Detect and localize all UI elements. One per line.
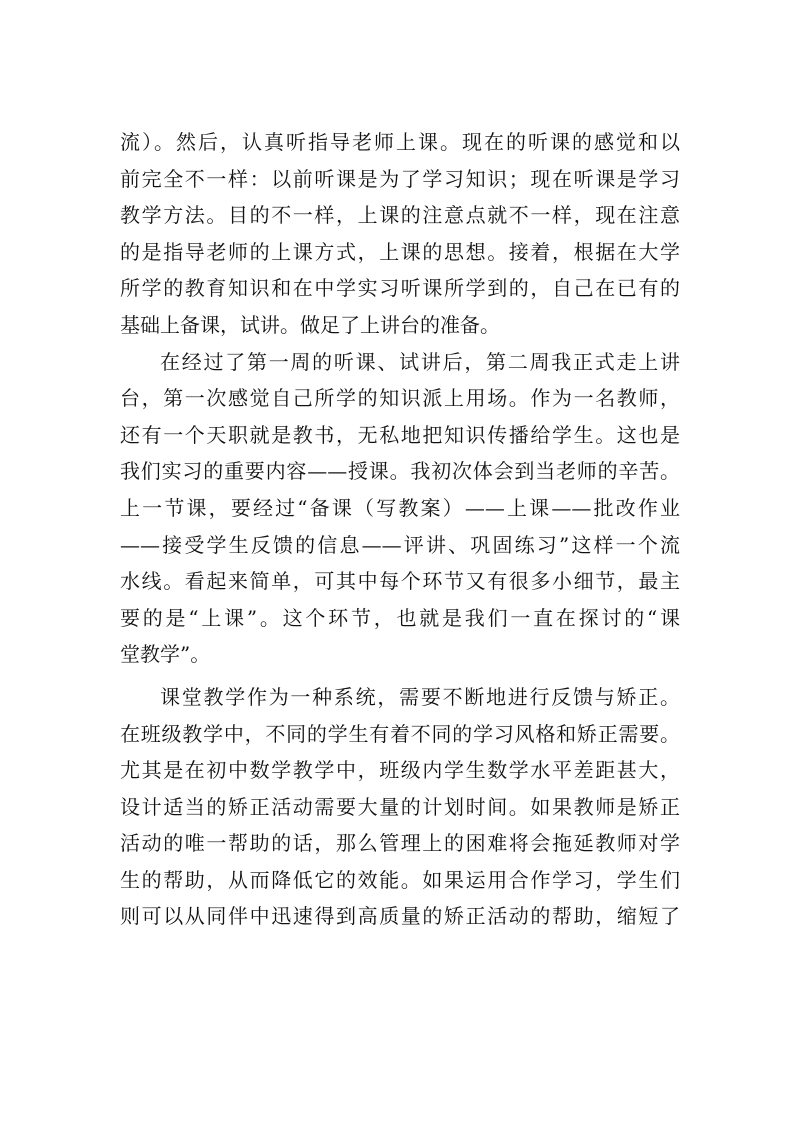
text-line: 流）。然后，认真听指导老师上课。现在的听课的感觉和以 [120,130,680,154]
text-line: ——接受学生反馈的信息——评讲、巩固练习”这样一个流 [120,532,680,557]
text-line: 在经过了第一周的听课、试讲后，第二周我正式走上讲 [160,349,680,374]
paragraph-3 [120,679,680,935]
text-line: 台，第一次感觉自己所学的知识派上用场。作为一名教师， [120,386,680,411]
text-line: 在班级教学中，不同的学生有着不同的学习风格和矫正需要。 [120,721,680,746]
text-line: 前完全不一样：以前听课是为了学习知识；现在听课是学习 [120,166,680,191]
body-text [120,124,680,935]
text-line: 活动的唯一帮助的话，那么管理上的困难将会拖延教师对学 [120,831,680,856]
text-line: 尤其是在初中数学教学中，班级内学生数学水平差距甚大， [120,758,680,783]
text-line: 堂教学”。 [120,642,211,667]
text-line: 的是指导老师的上课方式，上课的思想。接着，根据在大学 [120,239,680,264]
text-line: 生的帮助，从而降低它的效能。如果运用合作学习，学生们 [120,867,680,892]
text-line: 基础上备课，试讲。做足了上讲台的准备。 [120,312,500,337]
text-line: 上一节课，要经过“备课（写教案）——上课——批改作业 [120,495,680,520]
text-line: 课堂教学作为一种系统，需要不断地进行反馈与矫正。 [160,684,680,709]
text-line: 我们实习的重要内容——授课。我初次体会到当老师的辛苦。 [120,459,680,484]
text-line: 水线。看起来简单，可其中每个环节又有很多小细节，最主 [120,569,680,594]
text-line: 还有一个天职就是教书，无私地把知识传播给学生。这也是 [120,422,680,447]
text-line: 要的是“上课”。这个环节，也就是我们一直在探讨的“课 [120,605,680,630]
text-line: 设计适当的矫正活动需要大量的计划时间。如果教师是矫正 [120,794,680,819]
text-line: 教学方法。目的不一样，上课的注意点就不一样，现在注意 [120,203,680,228]
paragraph-1 [120,124,680,344]
paragraph-2 [120,344,680,673]
text-line: 则可以从同伴中迅速得到高质量的矫正活动的帮助，缩短了 [120,904,680,929]
text-line: 所学的教育知识和在中学实习听课所学到的，自己在已有的 [120,276,680,301]
